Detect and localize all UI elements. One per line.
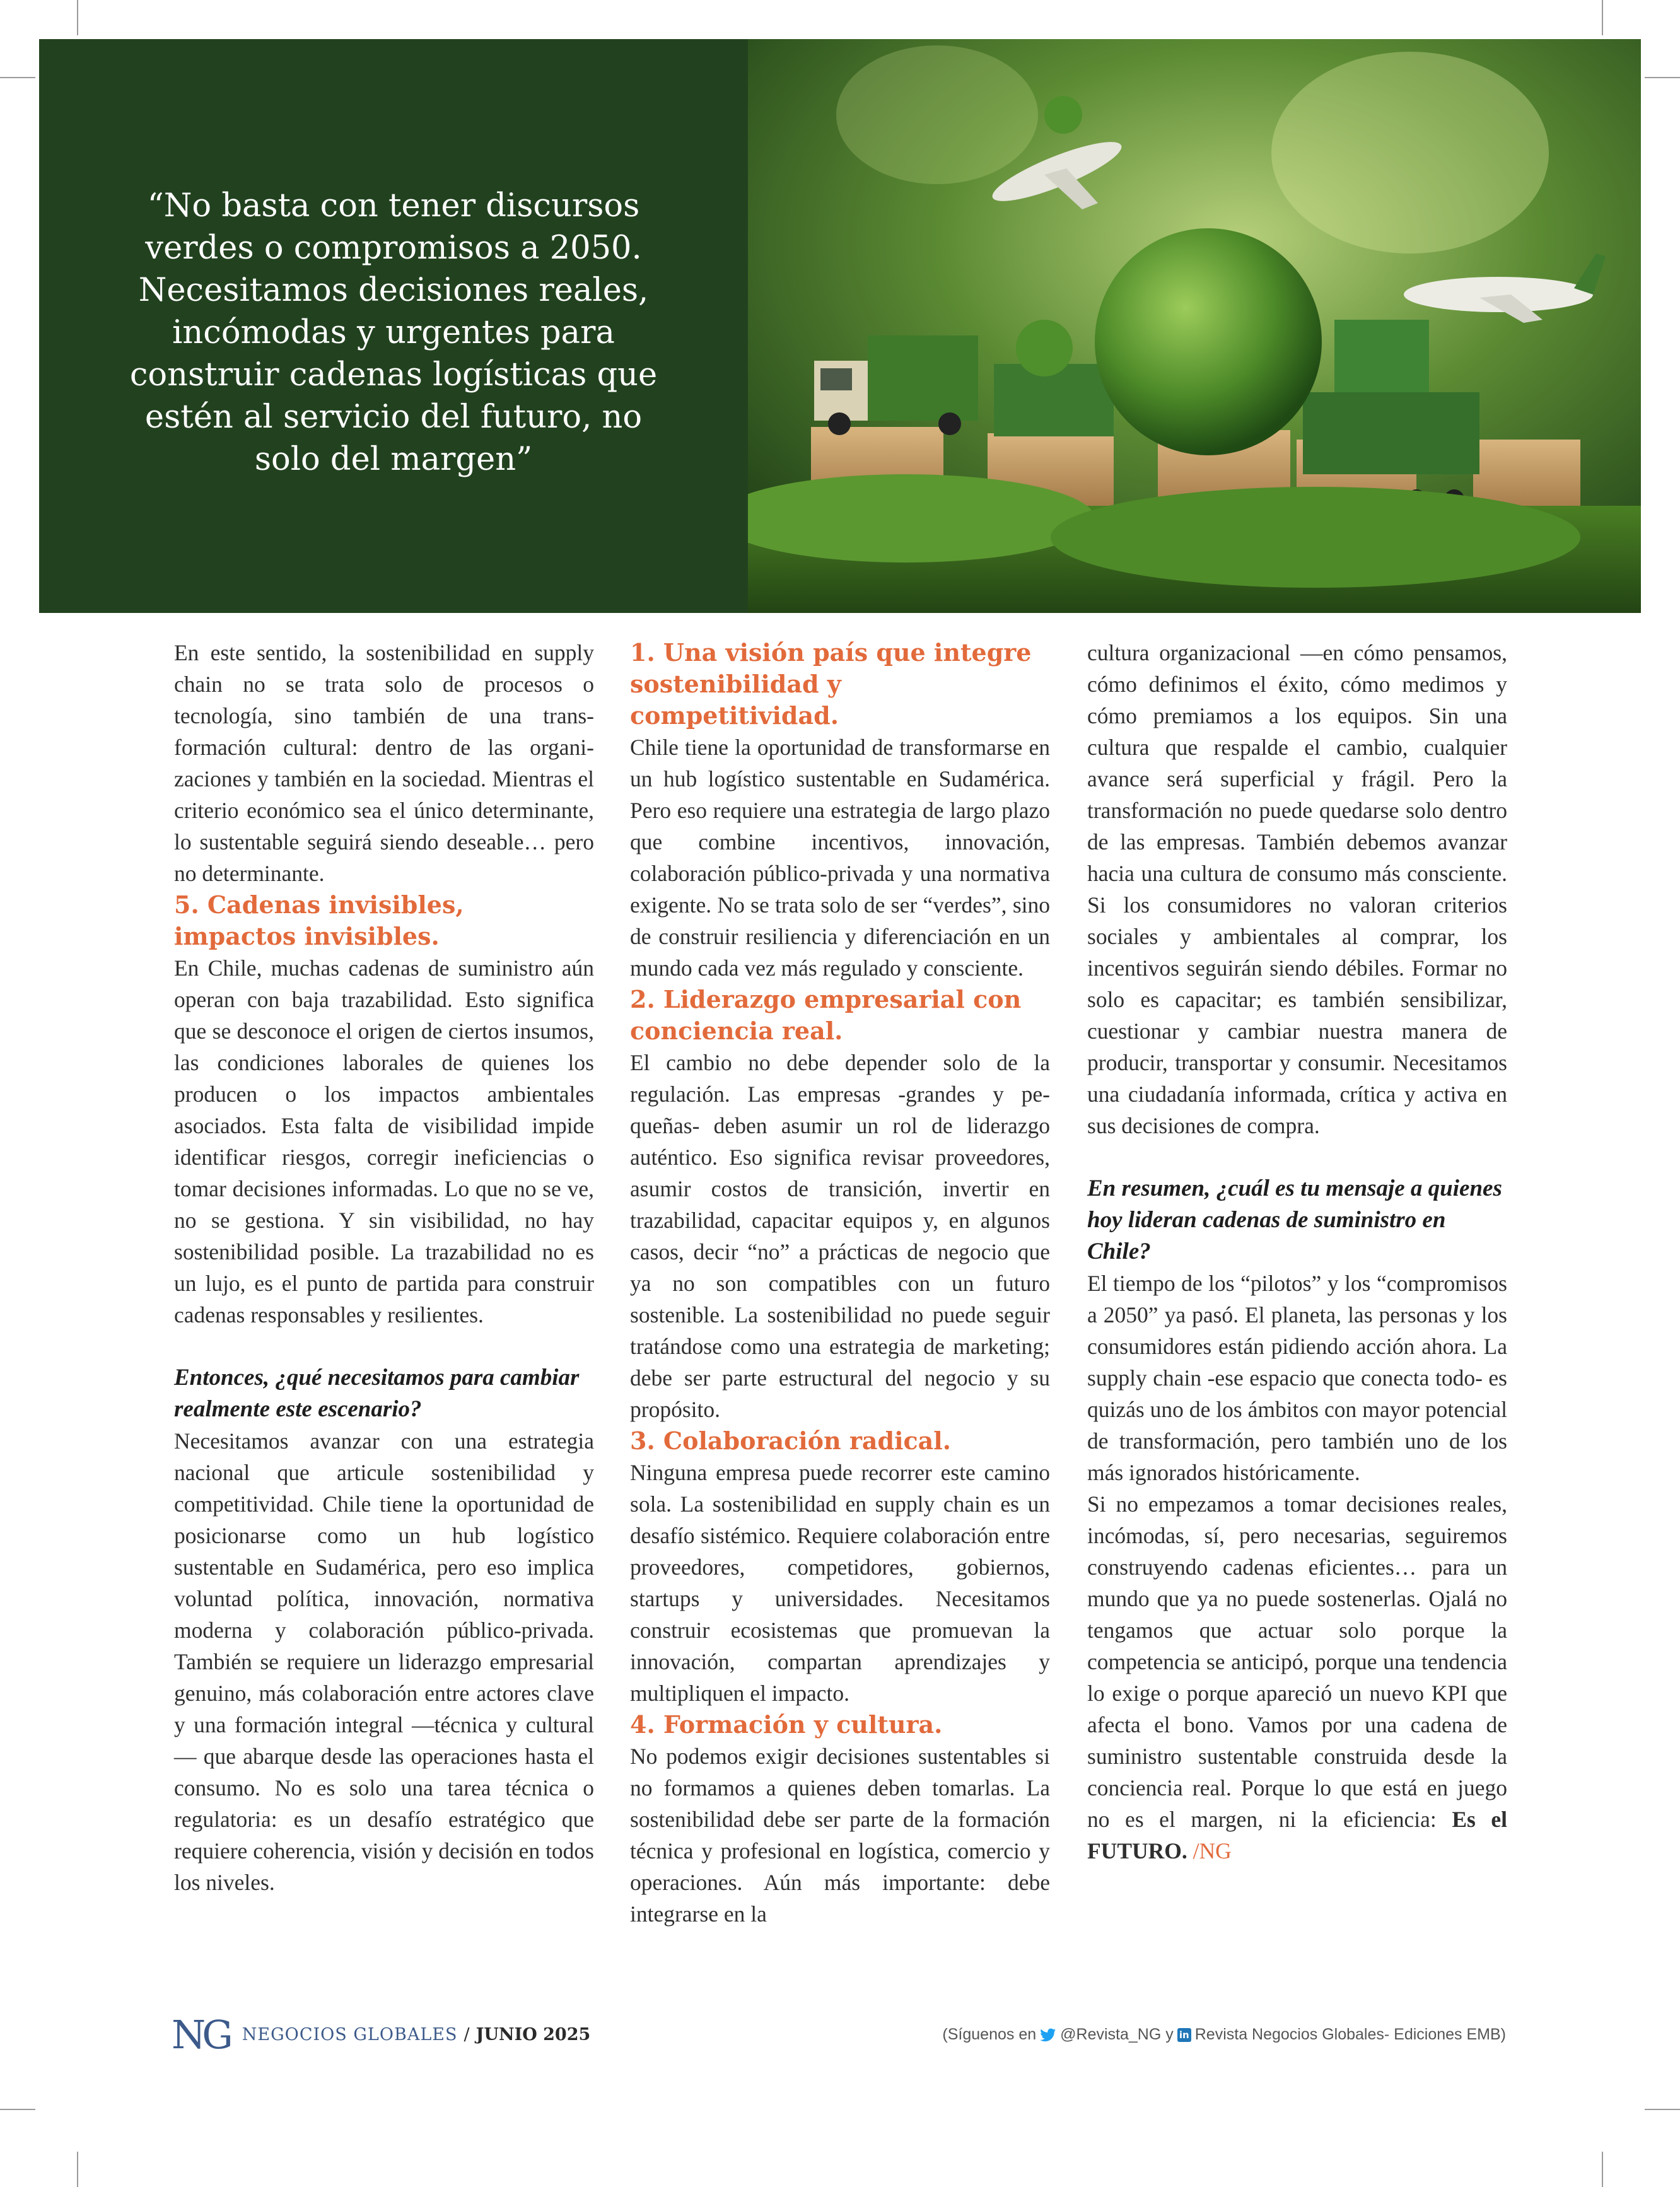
crop-mark — [1602, 2152, 1603, 2187]
crop-mark — [77, 0, 78, 35]
closing-emphasis: Es el FUTURO. — [1087, 1807, 1507, 1863]
paragraph: Chile tiene la oportunidad de transformarse en un hub logístico sustentable en Sudamérica. Pero eso requiere una estrategia de largo plazo que combine incentivos, innovación, colaboración público-privada y una normativa exigente. No se trata solo de ser “verdes”, sino de construir resiliencia y diferenciación en un mundo cada vez más regulado y consciente. — [630, 735, 1050, 981]
container — [1303, 392, 1479, 474]
moss-globe — [1095, 228, 1322, 455]
moss-tree — [1044, 96, 1082, 134]
moss-tree — [1016, 320, 1073, 376]
paragraph: No podemos exigir decisiones sustentables si no formamos a quienes deben tomarlas. La sostenibilidad debe ser parte de la formación técnica y profesional en logística, comercio y operaciones. Aún más importante: debe integrarse en la — [630, 1744, 1050, 1927]
wood-block — [1473, 440, 1580, 509]
truck-wheel — [938, 412, 961, 435]
section-heading-4: 4. Formación y cultura. — [630, 1710, 943, 1739]
footer-separator: / — [464, 2025, 470, 2044]
crop-mark — [0, 2109, 35, 2110]
section-heading-3: 3. Colaboración radical. — [630, 1426, 951, 1455]
footer-social — [942, 2026, 1506, 2044]
issue-date: JUNIO 2025 — [475, 2025, 591, 2044]
paragraph: cultura organizacional —en cómo pensamos, cómo definimos el éxito, cómo medimos y cómo premiamos a los equipos. Sin una cultura que respalde el cambio, cualquier avance será superficial y frágil. Pero la transformación no puede quedarse solo dentro de las empresas. También debemos avanzar hacia una cultura de consumo más consciente. Si los consumidores no valoran criterios sociales y ambientales al comprar, los incentivos seguirán siendo débiles. Formar no solo es capacitar; es también sensibilizar, cuestionar y cambiar nuestra manera de producir, transportar y consumir. Necesitamos una ciudadanía informada, crítica y activa en sus decisiones de compra. — [1087, 640, 1507, 1138]
section-heading-1: 1. Una visión país que integre sostenibilidad y competitividad. — [630, 638, 1032, 730]
logistics-illustration — [748, 39, 1641, 613]
crop-mark — [1602, 0, 1603, 35]
linkedin-name[interactable]: Revista Negocios Globales- Ediciones EMB) — [1194, 2026, 1506, 2043]
crop-mark — [77, 2152, 78, 2187]
paragraph: En Chile, muchas cadenas de suministro aún operan con baja trazabilidad. Esto significa que se desconoce el origen de ciertos insumos, las condiciones laborales de quienes los producen o los impactos ambientales asociados. Esta falta de visibilidad impide identificar riesgos, corregir ineficiencias o tomar decisiones informadas. Lo que no se ve, no se gestiona. Y sin visibilidad, no hay sostenibilidad posible. La trazabilidad no es un lujo, es el punto de partida para construir cadenas responsables y resilientes. — [174, 955, 594, 1327]
paragraph: El tiempo de los “pilotos” y los “compromisos a 2050” ya pasó. El planeta, las personas y los consumidores están pidiendo acción ahora. La supply chain -ese espacio que conecta todo- es quizás uno de los ámbitos con mayor potencial de transformación, pero también uno de los más ignorados históricamente. — [1087, 1271, 1507, 1485]
ng-logo: NG — [172, 2012, 230, 2058]
container — [1334, 320, 1429, 392]
paragraph-text: Si no empezamos a tomar decisiones reales, incómodas, sí, pero necesarias, seguiremos construyendo cadenas eficientes… para un mundo que ya no puede sostenerlas. Ojalá no tengamos que actuar solo porque la competencia se anticipó, porque una tendencia lo exige o porque apareció un nuevo KPI que afecta el bono. Vamos por una cadena de suministro sustentable construida desde la conciencia real. Porque lo que está en juego no es el margen, ni la eficiencia: — [1087, 1491, 1507, 1832]
section-heading-5: 5. Cadenas invisibles, impactos invisibles. — [174, 890, 464, 950]
foreground-moss — [1051, 487, 1580, 588]
paragraph: El cambio no debe depender solo de la regulación. Las empresas -grandes y pequeñas- deben asumir un rol de liderazgo auténtico. Eso significa revisar proveedores, asumir costos de transición, invertir en trazabilidad, capacitar equipos y, en algunos casos, decir “no” a prácticas de negocio que ya no son compatibles con un futuro sostenible. La sostenibilidad no puede seguir tratándose como una estrategia de marketing; debe ser parte estructural del negocio y su propósito. — [630, 1050, 1050, 1422]
paragraph: Ninguna empresa puede recorrer este camino sola. La sostenibilidad en supply chain es un desafío sistémico. Requiere colaboración entre proveedores, competidores, gobiernos, startups y universidades. Necesitamos construir ecosistemas que promuevan la innovación, compartan aprendizajes y multipliquen el impacto. — [630, 1460, 1050, 1706]
truck-cargo — [868, 335, 978, 421]
article-column-3 — [1087, 637, 1507, 1867]
footer-publication — [172, 2012, 590, 2058]
article-column-1 — [174, 637, 594, 1898]
spacer — [174, 1331, 594, 1362]
pull-quote: “No basta con tener discursos verdes o compromisos a 2050. Necesitamos decisiones reales, incómodas y urgentes para construir cadenas logísticas que estén al servicio del futuro, no solo del margen” — [129, 187, 658, 478]
linkedin-icon: in — [1177, 2028, 1191, 2042]
interview-question: En resumen, ¿cuál es tu mensaje a quienes hoy lideran cadenas de suministro en Chile? — [1087, 1175, 1502, 1264]
truck-window — [820, 368, 852, 390]
truck-wheel — [828, 412, 851, 435]
paragraph — [1087, 1488, 1507, 1867]
bokeh-light — [836, 45, 1038, 184]
end-tag: /NG — [1193, 1838, 1232, 1863]
hero-banner — [39, 39, 1641, 613]
interview-question: Entonces, ¿qué necesitamos para cambiar realmente este escenario? — [174, 1365, 580, 1422]
spacer — [1087, 1141, 1507, 1173]
paragraph: En este sentido, la sostenibilidad en supply chain no se trata solo de procesos o tecnología, sino también de una transformación cultural: dentro de las organizaciones y también en la sociedad. Mientras el criterio económico sea el único determinante, lo sustentable seguirá siendo deseable… pero no determinante. — [174, 640, 594, 886]
crop-mark — [0, 77, 35, 78]
twitter-icon — [1040, 2028, 1056, 2042]
publication-name: NEGOCIOS GLOBALES — [242, 2025, 458, 2044]
section-heading-2: 2. Liderazgo empresarial con conciencia real. — [630, 985, 1022, 1045]
paragraph: Necesitamos avanzar con una estrategia nacional que articule sostenibilidad y competitividad. Chile tiene la oportunidad de posicionarse como un hub logístico sustentable en Sudamérica, pero eso implica voluntad política, innovación, normativa moderna y colaboración público-privada. También se requiere un liderazgo empresarial genuino, más colaboración entre actores clave y una formación integral —técnica y cultural— que abarque desde las operaciones hasta el consumo. No es solo una tarea técnica o regulatoria: es un desafío estratégico que requiere coherencia, visión y decisión en todos los niveles. — [174, 1428, 594, 1895]
bokeh-light — [1271, 52, 1549, 254]
crop-mark — [1645, 77, 1680, 78]
article-column-2 — [630, 637, 1050, 1930]
follow-prefix: (Síguenos en — [942, 2026, 1037, 2043]
pull-quote-panel — [39, 39, 748, 613]
crop-mark — [1645, 2109, 1680, 2110]
twitter-handle[interactable]: @Revista_NG y — [1060, 2026, 1174, 2043]
